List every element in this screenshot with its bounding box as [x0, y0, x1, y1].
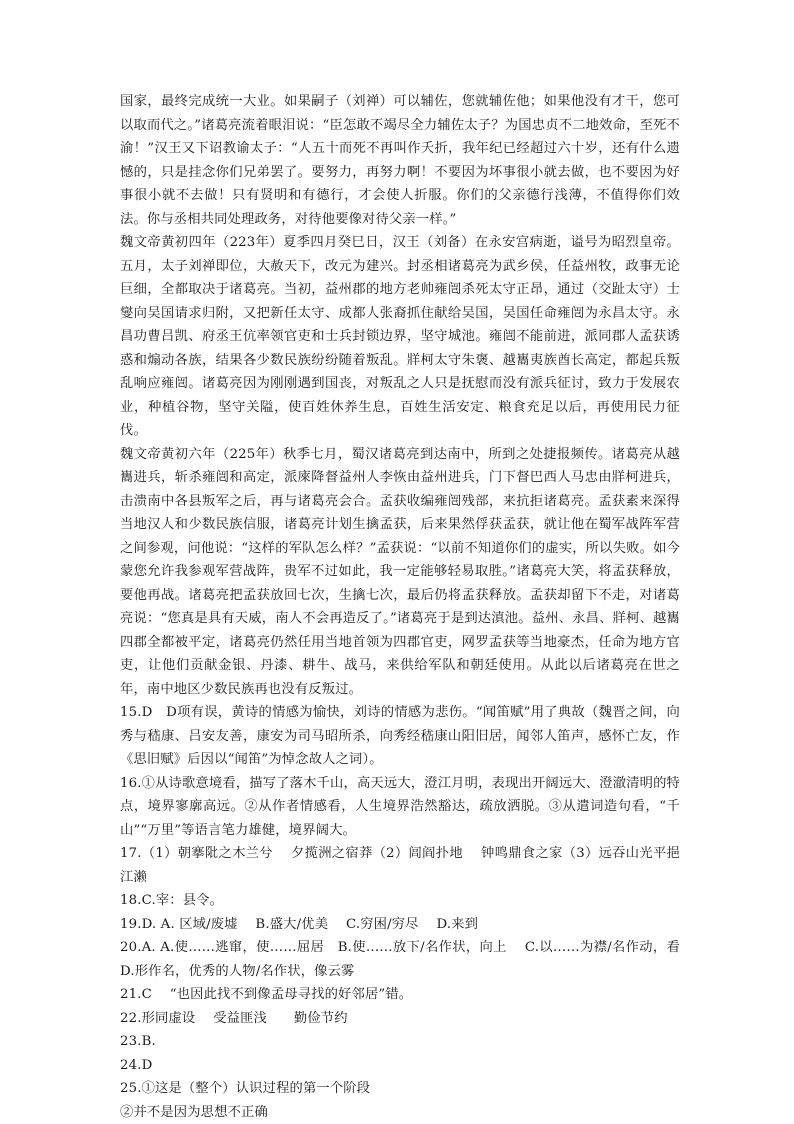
answer-25-part-2: ②并不是因为思想不正确: [120, 1101, 680, 1124]
paragraph-liubei-edict: 国家，最终完成统一大业。如果嗣子（刘禅）可以辅佐，您就辅佐他；如果他没有才干，您可以取而代之。”诸葛亮流着眼泪说：“臣怎敢不竭尽全力辅佐太子？为国忠贞不二地效命，至死不渝！”汉王又下诏教谕太子：“人五十而死不再叫作夭折，我年纪已经超过六十岁，还有什么遗憾的，只是挂念你们兄弟罢了。要努力，再努力啊！不要因为坏事很小就去做，也不要因为好事很小就不去做！只有贤明和有德行，才会使人折服。你们的父亲德行浅薄，不值得你们效法。你与丞相共同处理政务，对待他要像对待父亲一样。”: [120, 90, 680, 231]
answer-15: 15.D D项有误，黄诗的情感为愉快，刘诗的情感为悲伤。“闻笛赋”用了典故（魏晋之间，向秀与嵇康、吕安友善，康安为司马昭所杀，向秀经嵇康山阳旧居，闻邻人笛声，感怀亡友，作《思旧赋》后因以“闻笛”为悼念故人之词）。: [120, 701, 680, 772]
answer-25-part-1: 25.①这是（整个）认识过程的第一个阶段: [120, 1077, 680, 1101]
paragraph-huangchu-four: 魏文帝黄初四年（223年）夏季四月癸巳日，汉王（刘备）在永安宫病逝，谥号为昭烈皇帝。五月，太子刘禅即位，大赦天下，改元为建兴。封丞相诸葛亮为武乡侯，任益州牧，政事无论巨细，全都取决于诸葛亮。当初，益州郡的地方老帅雍闿杀死太守正昂，通过（交趾太守）士燮向吴国请求归附，又把新任太守、成都人张裔抓住献给吴国，吴国任命雍闿为永昌太守。永昌功曹吕凯、府丞王伉率领官吏和士兵封锁边界，坚守城池。雍闿不能前进，派同郡人孟获诱惑和煽动各族，结果各少数民族纷纷随着叛乱。牂柯太守朱褒、越巂夷族酋长高定，都起兵叛乱响应雍闿。诸葛亮因为刚刚遇到国丧，对叛乱之人只是抚慰而没有派兵征讨，致力于发展农业，种植谷物，坚守关隘，使百姓休养生息，百姓生活安定、粮食充足以后，再使用民力征伐。: [120, 231, 680, 443]
answer-22: 22.形同虚设 受益匪浅 勤俭节约: [120, 1007, 680, 1031]
answer-24: 24.D: [120, 1054, 680, 1078]
answer-16: 16.①从诗歌意境看，描写了落木千山，高天远大，澄江月明，表现出开阔远大、澄澈清明的特点，境界寥廓高远。②从作者情感看，人生境界浩然豁达，疏放洒脱。③从遣词造句看，“千山”“万里”等语言笔力雄健，境界阔大。: [120, 772, 680, 843]
answer-18: 18.C.宰：县令。: [120, 889, 680, 913]
answer-20: 20.A. A.使……逃窜，使……屈居 B.使……放下/名作状，向上 C.以……为襟/名作动，看 D.形作名，优秀的人物/名作状，像云雾: [120, 936, 680, 983]
answer-17: 17.（1）朝搴阰之木兰兮 夕揽洲之宿莽（2）闾阎扑地 钟鸣鼎食之家（3）远吞山光平挹江濑: [120, 842, 680, 889]
answer-21: 21.C “也因此找不到像孟母寻找的好邻居”错。: [120, 983, 680, 1007]
answer-23: 23.B.: [120, 1030, 680, 1054]
document-page: [120, 90, 680, 1124]
paragraph-huangchu-six: 魏文帝黄初六年（225年）秋季七月，蜀汉诸葛亮到达南中，所到之处捷报频传。诸葛亮从越巂进兵，斩杀雍闿和高定，派庲降督益州人李恢由益州进兵，门下督巴西人马忠由牂柯进兵，击溃南中各县叛军之后，再与诸葛亮会合。孟获收编雍闿残部，来抗拒诸葛亮。孟获素来深得当地汉人和少数民族信服，诸葛亮计划生擒孟获，后来果然俘获孟获，就让他在蜀军战阵军营之间参观，问他说：“这样的军队怎么样？”孟获说：“以前不知道你们的虚实，所以失败。如今蒙您允许我参观军营战阵，贵军不过如此，我一定能够轻易取胜。”诸葛亮大笑，将孟获释放，要他再战。诸葛亮把孟获放回七次，生擒七次，最后仍将孟获释放。孟获却留下不走，对诸葛亮说：“您真是具有天威，南人不会再造反了。”诸葛亮于是到达滇池。益州、永昌、牂柯、越巂四郡全都被平定，诸葛亮仍然任用当地首领为四郡官吏，网罗孟获等当地豪杰，任命为地方官吏，让他们贡献金银、丹漆、耕牛、战马，来供给军队和朝廷使用。从此以后诸葛亮在世之年，南中地区少数民族再也没有反叛过。: [120, 443, 680, 702]
answer-19: 19.D. A. 区域/废墟 B.盛大/优美 C.穷困/穷尽 D.来到: [120, 913, 680, 937]
